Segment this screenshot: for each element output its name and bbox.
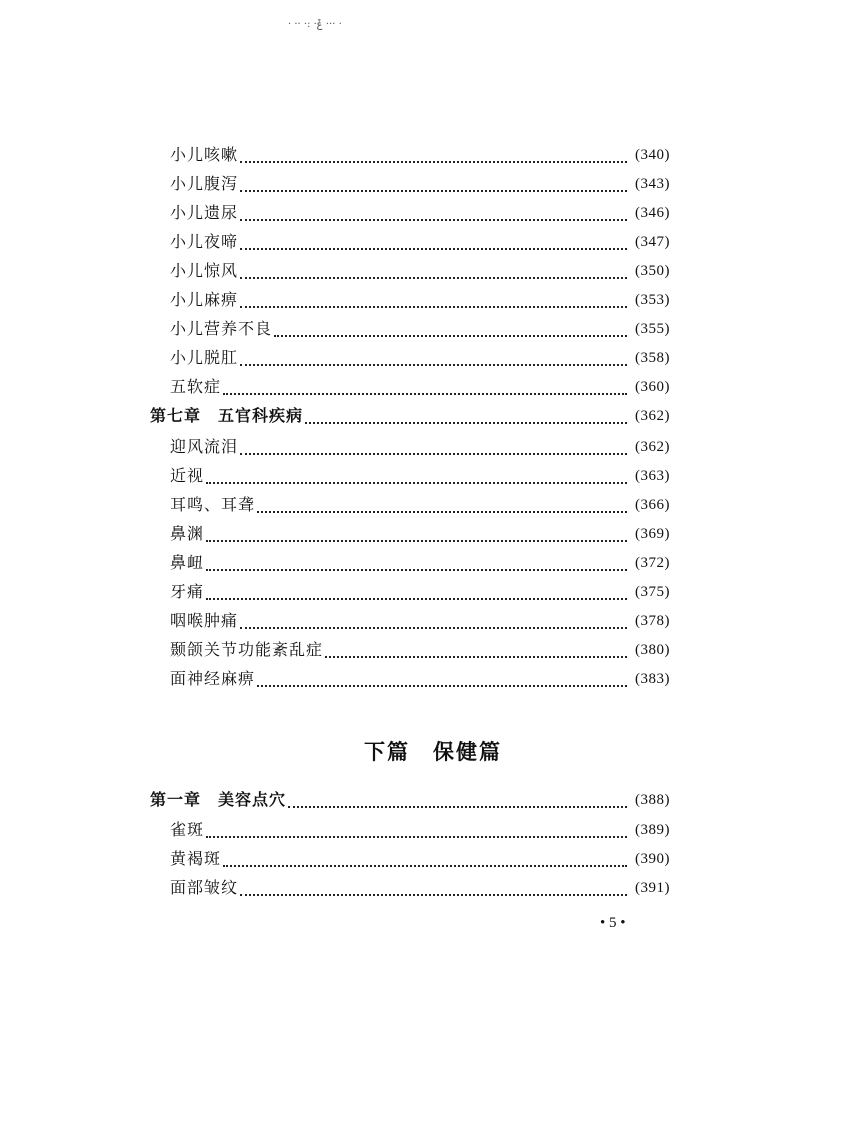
toc-entry-page: (358) bbox=[635, 350, 670, 366]
toc-entry-title: 近视 bbox=[170, 466, 205, 485]
toc-entry[interactable] bbox=[150, 341, 670, 369]
toc-entry[interactable] bbox=[150, 546, 670, 574]
toc-entry-title: 小儿咳嗽 bbox=[170, 145, 239, 164]
part-title: 下篇 保健篇 bbox=[364, 740, 502, 764]
dot-leader bbox=[240, 439, 627, 455]
toc-entry[interactable] bbox=[150, 225, 670, 253]
dot-leader bbox=[206, 468, 627, 484]
toc-entry-page: (391) bbox=[635, 880, 670, 896]
toc-entry-title: 小儿营养不良 bbox=[170, 319, 273, 338]
dot-leader bbox=[257, 497, 627, 513]
toc-entry-title: 黄褐斑 bbox=[170, 849, 222, 868]
toc-entry[interactable] bbox=[150, 575, 670, 603]
toc-entry-title: 颞颌关节功能紊乱症 bbox=[170, 640, 324, 659]
toc-entry-title: 面神经麻痹 bbox=[170, 669, 256, 688]
chapter-title: 第七章 五官科疾病 bbox=[150, 406, 304, 425]
dot-leader bbox=[240, 263, 627, 279]
dot-leader bbox=[240, 350, 627, 366]
toc-entry-title: 面部皱纹 bbox=[170, 878, 239, 897]
toc-entry[interactable] bbox=[150, 167, 670, 195]
toc-entry[interactable] bbox=[150, 662, 670, 690]
toc-entry[interactable] bbox=[150, 283, 670, 311]
toc-entry[interactable] bbox=[150, 813, 670, 841]
toc-entry[interactable] bbox=[150, 517, 670, 545]
toc-entry-page: (355) bbox=[635, 321, 670, 337]
toc-entry-title: 五软症 bbox=[170, 377, 222, 396]
toc-entry-page: (378) bbox=[635, 613, 670, 629]
toc-entry-page: (347) bbox=[635, 234, 670, 250]
toc-entry-page: (383) bbox=[635, 671, 670, 687]
toc-entry[interactable] bbox=[150, 370, 670, 398]
toc-entry-title: 小儿夜啼 bbox=[170, 232, 239, 251]
toc-entry[interactable] bbox=[150, 871, 670, 899]
toc-entry-title: 牙痛 bbox=[170, 582, 205, 601]
toc-entry[interactable] bbox=[150, 138, 670, 166]
toc-entry-title: 小儿遗尿 bbox=[170, 203, 239, 222]
toc-entry-page: (389) bbox=[635, 822, 670, 838]
toc-entry-page: (363) bbox=[635, 468, 670, 484]
dot-leader bbox=[240, 880, 627, 896]
dot-leader bbox=[240, 613, 627, 629]
dot-leader bbox=[325, 642, 627, 658]
toc-entry[interactable] bbox=[150, 430, 670, 458]
toc-entry-title: 小儿腹泻 bbox=[170, 174, 239, 193]
toc-entry-title: 小儿麻痹 bbox=[170, 290, 239, 309]
dot-leader bbox=[206, 822, 627, 838]
toc-entry[interactable] bbox=[150, 488, 670, 516]
toc-entry-title: 耳鸣、耳聋 bbox=[170, 495, 256, 514]
dot-leader bbox=[288, 792, 627, 808]
toc-chapter-heading[interactable] bbox=[150, 783, 670, 811]
toc-entry-page: (375) bbox=[635, 584, 670, 600]
toc-entry-page: (366) bbox=[635, 497, 670, 513]
toc-entry-page: (390) bbox=[635, 851, 670, 867]
toc-entry-title: 小儿惊风 bbox=[170, 261, 239, 280]
toc-entry[interactable] bbox=[150, 842, 670, 870]
dot-leader bbox=[240, 176, 627, 192]
dot-leader bbox=[240, 234, 627, 250]
toc-entry-page: (350) bbox=[635, 263, 670, 279]
toc-entry-title: 咽喉肿痛 bbox=[170, 611, 239, 630]
toc-entry[interactable] bbox=[150, 459, 670, 487]
toc-entry-title: 鼻衄 bbox=[170, 553, 205, 572]
toc-entry-page: (362) bbox=[635, 439, 670, 455]
dot-leader bbox=[257, 671, 627, 687]
toc-entry[interactable] bbox=[150, 254, 670, 282]
toc-entry-title: 小儿脱肛 bbox=[170, 348, 239, 367]
header-smudge: · ·· ·: ·ݞ ··· · bbox=[288, 19, 342, 30]
dot-leader bbox=[206, 555, 627, 571]
toc-entry-page: (346) bbox=[635, 205, 670, 221]
toc-chapter-heading[interactable] bbox=[150, 399, 670, 427]
dot-leader bbox=[206, 526, 627, 542]
dot-leader bbox=[223, 851, 627, 867]
chapter-page: (388) bbox=[635, 792, 670, 808]
chapter-title: 第一章 美容点穴 bbox=[150, 790, 287, 809]
chapter-page: (362) bbox=[635, 408, 670, 424]
toc-entry-page: (369) bbox=[635, 526, 670, 542]
toc-entry[interactable] bbox=[150, 633, 670, 661]
dot-leader bbox=[240, 205, 627, 221]
toc-entry-page: (343) bbox=[635, 176, 670, 192]
toc-entry-title: 鼻渊 bbox=[170, 524, 205, 543]
toc-entry[interactable] bbox=[150, 604, 670, 632]
dot-leader bbox=[305, 408, 627, 424]
toc-entry-page: (372) bbox=[635, 555, 670, 571]
dot-leader bbox=[240, 292, 627, 308]
toc-entry-title: 迎风流泪 bbox=[170, 437, 239, 456]
toc-entry[interactable] bbox=[150, 312, 670, 340]
toc-entry[interactable] bbox=[150, 196, 670, 224]
toc-entry-page: (353) bbox=[635, 292, 670, 308]
page-number: • 5 • bbox=[600, 915, 626, 931]
dot-leader bbox=[240, 147, 627, 163]
dot-leader bbox=[274, 321, 627, 337]
dot-leader bbox=[206, 584, 627, 600]
dot-leader bbox=[223, 379, 627, 395]
toc-entry-title: 雀斑 bbox=[170, 820, 205, 839]
toc-entry-page: (340) bbox=[635, 147, 670, 163]
toc-entry-page: (360) bbox=[635, 379, 670, 395]
toc-entry-page: (380) bbox=[635, 642, 670, 658]
